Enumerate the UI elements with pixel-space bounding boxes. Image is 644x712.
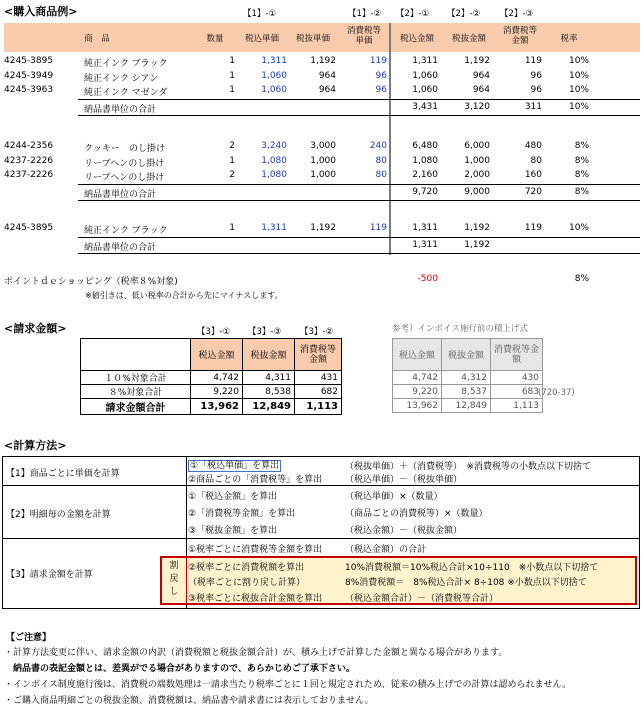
header-incl-unit: 税込単価 xyxy=(244,34,279,44)
row-incl-amt: 6,480 xyxy=(412,141,438,151)
notes-title: 【ご注意】 xyxy=(6,633,52,643)
group-total-incl: 1,311 xyxy=(412,239,438,250)
rebate-divider xyxy=(186,556,187,605)
colnum-2-1: 【2】-① xyxy=(396,9,430,19)
group-total-label: 納品書単位の合計 xyxy=(84,189,157,200)
note-line: ・インボイス制度施行後は、消費税の端数処理は一請求当たり税率ごとに１回と規定されため、従来の積み上げでの計算は認められません。 xyxy=(4,680,572,690)
row-name: 純正インク シアン xyxy=(84,73,159,84)
row-rate: 10% xyxy=(568,56,589,66)
row-rate: 10% xyxy=(568,85,589,95)
row-tax-unit: 119 xyxy=(369,56,387,66)
block2-step3: ③「税抜金額」を算出 xyxy=(188,526,278,536)
billing-total-label: 請求金額合計 xyxy=(81,399,191,415)
row-incl-unit: 1,080 xyxy=(261,170,287,180)
billing-total-incl: 13,962 xyxy=(191,399,243,415)
block1-step1-text: ①「税込単価」を算出 xyxy=(190,461,280,471)
method-top-line xyxy=(2,456,640,457)
row-rate: 8% xyxy=(574,170,589,180)
colnum-3-2: 【3】-② xyxy=(300,327,334,337)
billing-header-tax: 消費税等 金額 xyxy=(295,339,342,371)
row-name: リーブヘンのし掛け xyxy=(84,158,165,169)
row-qty: 2 xyxy=(229,141,235,151)
row-tax-unit: 119 xyxy=(369,223,387,233)
row-excl-amt: 6,000 xyxy=(464,141,490,151)
row-incl-unit: 1,311 xyxy=(261,56,287,66)
row-incl-amt: 1,060 xyxy=(412,85,438,95)
header-incl-amt: 税込金額 xyxy=(399,34,434,44)
ref-incl: 13,962 xyxy=(393,399,442,413)
row-tax-unit: 240 xyxy=(369,141,387,151)
rebate-label: 割戻し xyxy=(169,561,179,597)
row-name: 純正インク マゼンダ xyxy=(84,88,168,98)
block3-formula3: （税込金額合計）－（消費税等合計） xyxy=(345,594,499,604)
discount-note: ※値引きは、低い税率の合計から先にマイナスします。 xyxy=(85,291,283,300)
row-qty: 1 xyxy=(229,70,235,81)
group-total-label: 納品書単位の合計 xyxy=(84,242,157,253)
ref-incl: 4,742 xyxy=(393,371,442,385)
block3-formula1: （税込金額）の合計 xyxy=(345,545,427,555)
colnum-2-2: 【2】-② xyxy=(447,9,481,19)
row-incl-amt: 1,311 xyxy=(412,223,438,233)
colnum-1-2: 【1】-② xyxy=(348,9,382,19)
block1-formula2: （税込単価）－（税抜単価） xyxy=(345,475,463,485)
row-excl-amt: 964 xyxy=(472,85,490,95)
block2-formula2: （商品ごとの消費税等）×（数量） xyxy=(345,509,488,519)
point-label: ポイントｄｅショッピング（税率８%対象) xyxy=(4,277,178,287)
row-tax-unit: 80 xyxy=(375,170,387,180)
block2-step2: ②「消費税等金額」を算出 xyxy=(188,509,296,519)
row-tax-amt: 480 xyxy=(524,141,542,151)
group-total-excl: 9,000 xyxy=(464,186,490,197)
billing-incl: 9,220 xyxy=(191,385,243,399)
row-excl-amt: 964 xyxy=(472,70,490,81)
ref-header-tax: 消費税等金 額 xyxy=(491,339,543,371)
divider-vertical xyxy=(389,23,391,255)
billing-tax: 431 xyxy=(295,371,342,385)
ref-table xyxy=(392,338,543,413)
colnum-2-3: 【2】-③ xyxy=(500,9,534,19)
ref-tax: 430 xyxy=(491,371,543,385)
ref-tax: 1,113 xyxy=(491,399,543,413)
total-separator-line xyxy=(78,237,640,238)
row-incl-amt: 2,160 xyxy=(412,170,438,180)
total-bottom-line xyxy=(78,115,640,116)
point-rate: 8% xyxy=(574,274,589,284)
row-tax-amt: 96 xyxy=(530,70,542,81)
row-code: 4245-3895 xyxy=(4,56,54,66)
colnum-1-1: 【1】-① xyxy=(243,9,277,19)
row-name: リーブヘンのし掛け xyxy=(84,173,165,183)
note-line: ・計算方法変更に伴い、請求金額の内訳（消費税額と税抜金額合計）が、積み上げで計算した金額と異なる場合があります。 xyxy=(4,648,508,658)
billing-row xyxy=(81,371,342,385)
row-excl-amt: 1,192 xyxy=(464,223,490,233)
group-total-rate: 10% xyxy=(568,101,589,112)
row-incl-unit: 1,060 xyxy=(261,70,287,81)
header-excl-unit: 税抜単価 xyxy=(295,34,330,44)
row-tax-unit: 96 xyxy=(375,70,387,81)
rebate-formula2: 8%消費税額＝ 8%税込合計× 8÷108 ※小数点以下切捨て xyxy=(345,578,587,588)
ref-header-incl: 税込金額 xyxy=(393,339,442,371)
group-total-incl: 3,431 xyxy=(412,101,438,112)
ref-header-excl: 税抜金額 xyxy=(442,339,491,371)
billing-tax: 682 xyxy=(295,385,342,399)
row-excl-unit: 1,192 xyxy=(310,56,336,66)
header-qty: 数量 xyxy=(206,34,224,44)
row-tax-amt: 80 xyxy=(530,155,542,166)
section-title-purchase: <購入商品例> xyxy=(4,5,78,18)
block2-formula3: （税込金額）－（税抜金額） xyxy=(345,526,463,536)
header-tax-unit: 消費税等 単価 xyxy=(346,26,381,46)
row-excl-unit: 964 xyxy=(318,85,336,95)
row-qty: 1 xyxy=(229,56,235,66)
header-rate: 税率 xyxy=(560,34,578,44)
row-qty: 2 xyxy=(229,170,235,180)
billing-row xyxy=(81,385,342,399)
section-title-billing: <請求金額> xyxy=(4,322,67,335)
header-tax-amt: 消費税等 金額 xyxy=(502,26,537,46)
total-separator-line xyxy=(78,184,640,185)
group-total-rate: 8% xyxy=(574,186,589,197)
header-item: 商 品 xyxy=(84,34,110,44)
row-tax-unit: 96 xyxy=(375,85,387,95)
ref-incl: 9,220 xyxy=(393,385,442,399)
row-incl-amt: 1,060 xyxy=(412,70,438,81)
header-excl-amt: 税抜金額 xyxy=(451,34,486,44)
group-total-tax: 311 xyxy=(524,101,542,112)
row-incl-unit: 3,240 xyxy=(261,141,287,151)
block3-step1: ①税率ごとに消費税等金額を算出 xyxy=(188,545,323,555)
ref-excl: 4,312 xyxy=(442,371,491,385)
row-excl-amt: 2,000 xyxy=(464,170,490,180)
row-tax-unit: 80 xyxy=(375,155,387,166)
block1-formula1: （税抜単価）＋（消費税等） ※消費税等の小数点以下切捨て xyxy=(345,462,592,472)
note-line: ・ご購入商品明細ごとの税抜金額、消費税額は、納品書や請求書には表示しておりません。 xyxy=(4,696,374,706)
total-bottom-line xyxy=(78,253,640,254)
group-total-incl: 9,720 xyxy=(412,186,438,197)
row-code: 4245-3963 xyxy=(4,85,54,95)
row-tax-amt: 119 xyxy=(524,223,542,233)
row-incl-unit: 1,311 xyxy=(261,223,287,233)
row-code: 4244-2356 xyxy=(4,141,54,151)
billing-corner xyxy=(81,339,191,371)
group-total-tax: 720 xyxy=(524,186,542,197)
billing-total-excl: 12,849 xyxy=(243,399,295,415)
billing-incl: 4,742 xyxy=(191,371,243,385)
row-excl-unit: 1,000 xyxy=(310,170,336,180)
total-separator-line xyxy=(78,99,640,100)
row-name: 純正インク ブラック xyxy=(84,59,168,69)
row-incl-unit: 1,080 xyxy=(261,155,287,166)
rebate-step1: ②税率ごとに消費税額を算出 xyxy=(188,563,305,573)
row-qty: 1 xyxy=(229,155,235,166)
billing-total-row xyxy=(81,399,342,415)
ref-extra: (720-37) xyxy=(538,388,575,398)
row-excl-amt: 1,000 xyxy=(464,155,490,166)
rebate-formula1: 10%消費税額＝10%税込合計×10÷110 ※小数点以下切捨て xyxy=(345,563,599,573)
row-excl-amt: 1,192 xyxy=(464,56,490,66)
row-tax-amt: 119 xyxy=(524,56,542,66)
ref-title: 参考）インボイス施行前の積上げ式 xyxy=(392,324,528,334)
method-right-line xyxy=(639,456,640,609)
row-rate: 10% xyxy=(568,70,589,81)
row-code: 4245-3949 xyxy=(4,70,54,81)
block1-step2: ②商品ごとの「消費税等」を算出 xyxy=(188,475,323,485)
ref-excl: 12,849 xyxy=(442,399,491,413)
block3-label: 【3】請求金額を計算 xyxy=(6,570,93,580)
row-incl-amt: 1,080 xyxy=(412,155,438,166)
point-value: -500 xyxy=(417,274,438,284)
row-qty: 1 xyxy=(229,223,235,233)
group-total-label: 納品書単位の合計 xyxy=(84,104,157,115)
row-code: 4245-3895 xyxy=(4,223,54,233)
row-name: クッキー のし掛け xyxy=(84,144,166,154)
billing-total-tax: 1,113 xyxy=(295,399,342,415)
row-incl-amt: 1,311 xyxy=(412,56,438,66)
billing-header-excl: 税抜金額 xyxy=(243,339,295,371)
block2-label: 【2】明細毎の金額を計算 xyxy=(6,510,111,520)
method-line-3 xyxy=(2,538,640,539)
row-qty: 1 xyxy=(229,85,235,95)
row-excl-unit: 3,000 xyxy=(310,141,336,151)
group-total-excl: 1,192 xyxy=(464,239,490,250)
ref-tax: 683 xyxy=(491,385,543,399)
row-tax-amt: 160 xyxy=(524,170,542,180)
ref-excl: 8,537 xyxy=(442,385,491,399)
total-bottom-line xyxy=(78,200,640,201)
block1-label: 【1】商品ごとに単価を計算 xyxy=(6,469,120,479)
block2-step1: ①「税込金額」を算出 xyxy=(188,492,278,502)
billing-row-label: ８%対象合計 xyxy=(81,385,191,399)
block3-step3: ③税率ごとに税抜合計金額を算出 xyxy=(188,594,323,604)
rebate-step2: （税率ごとに割り戻し計算） xyxy=(188,578,306,588)
method-left-line xyxy=(2,456,3,609)
colnum-3-3: 【3】-③ xyxy=(248,327,282,337)
row-tax-amt: 96 xyxy=(530,85,542,95)
row-incl-unit: 1,060 xyxy=(261,85,287,95)
row-excl-unit: 964 xyxy=(318,70,336,81)
billing-header-incl: 税込金額 xyxy=(191,339,243,371)
row-rate: 8% xyxy=(574,155,589,166)
billing-excl: 8,538 xyxy=(243,385,295,399)
billing-table xyxy=(80,338,342,415)
row-rate: 10% xyxy=(568,223,589,233)
note-line: 納品書の表記金額とは、差異がでる場合がありますので、あらかじめご了承下さい。 xyxy=(4,664,355,674)
block2-formula1: （税込単価）×（数量） xyxy=(345,492,443,502)
block1-step1 xyxy=(188,458,281,471)
row-name: 純正インク ブラック xyxy=(84,226,168,236)
row-excl-unit: 1,192 xyxy=(310,223,336,233)
colnum-3-1: 【3】-① xyxy=(197,327,231,337)
billing-row-label: １０%対象合計 xyxy=(81,371,191,385)
row-rate: 8% xyxy=(574,141,589,151)
method-bottom-line xyxy=(2,608,640,609)
row-code: 4237-2226 xyxy=(4,170,54,180)
group-total-excl: 3,120 xyxy=(464,101,490,112)
billing-excl: 4,311 xyxy=(243,371,295,385)
section-title-method: <計算方法> xyxy=(4,439,67,452)
row-code: 4237-2226 xyxy=(4,155,54,166)
method-line-2 xyxy=(2,485,640,486)
row-excl-unit: 1,000 xyxy=(310,155,336,166)
